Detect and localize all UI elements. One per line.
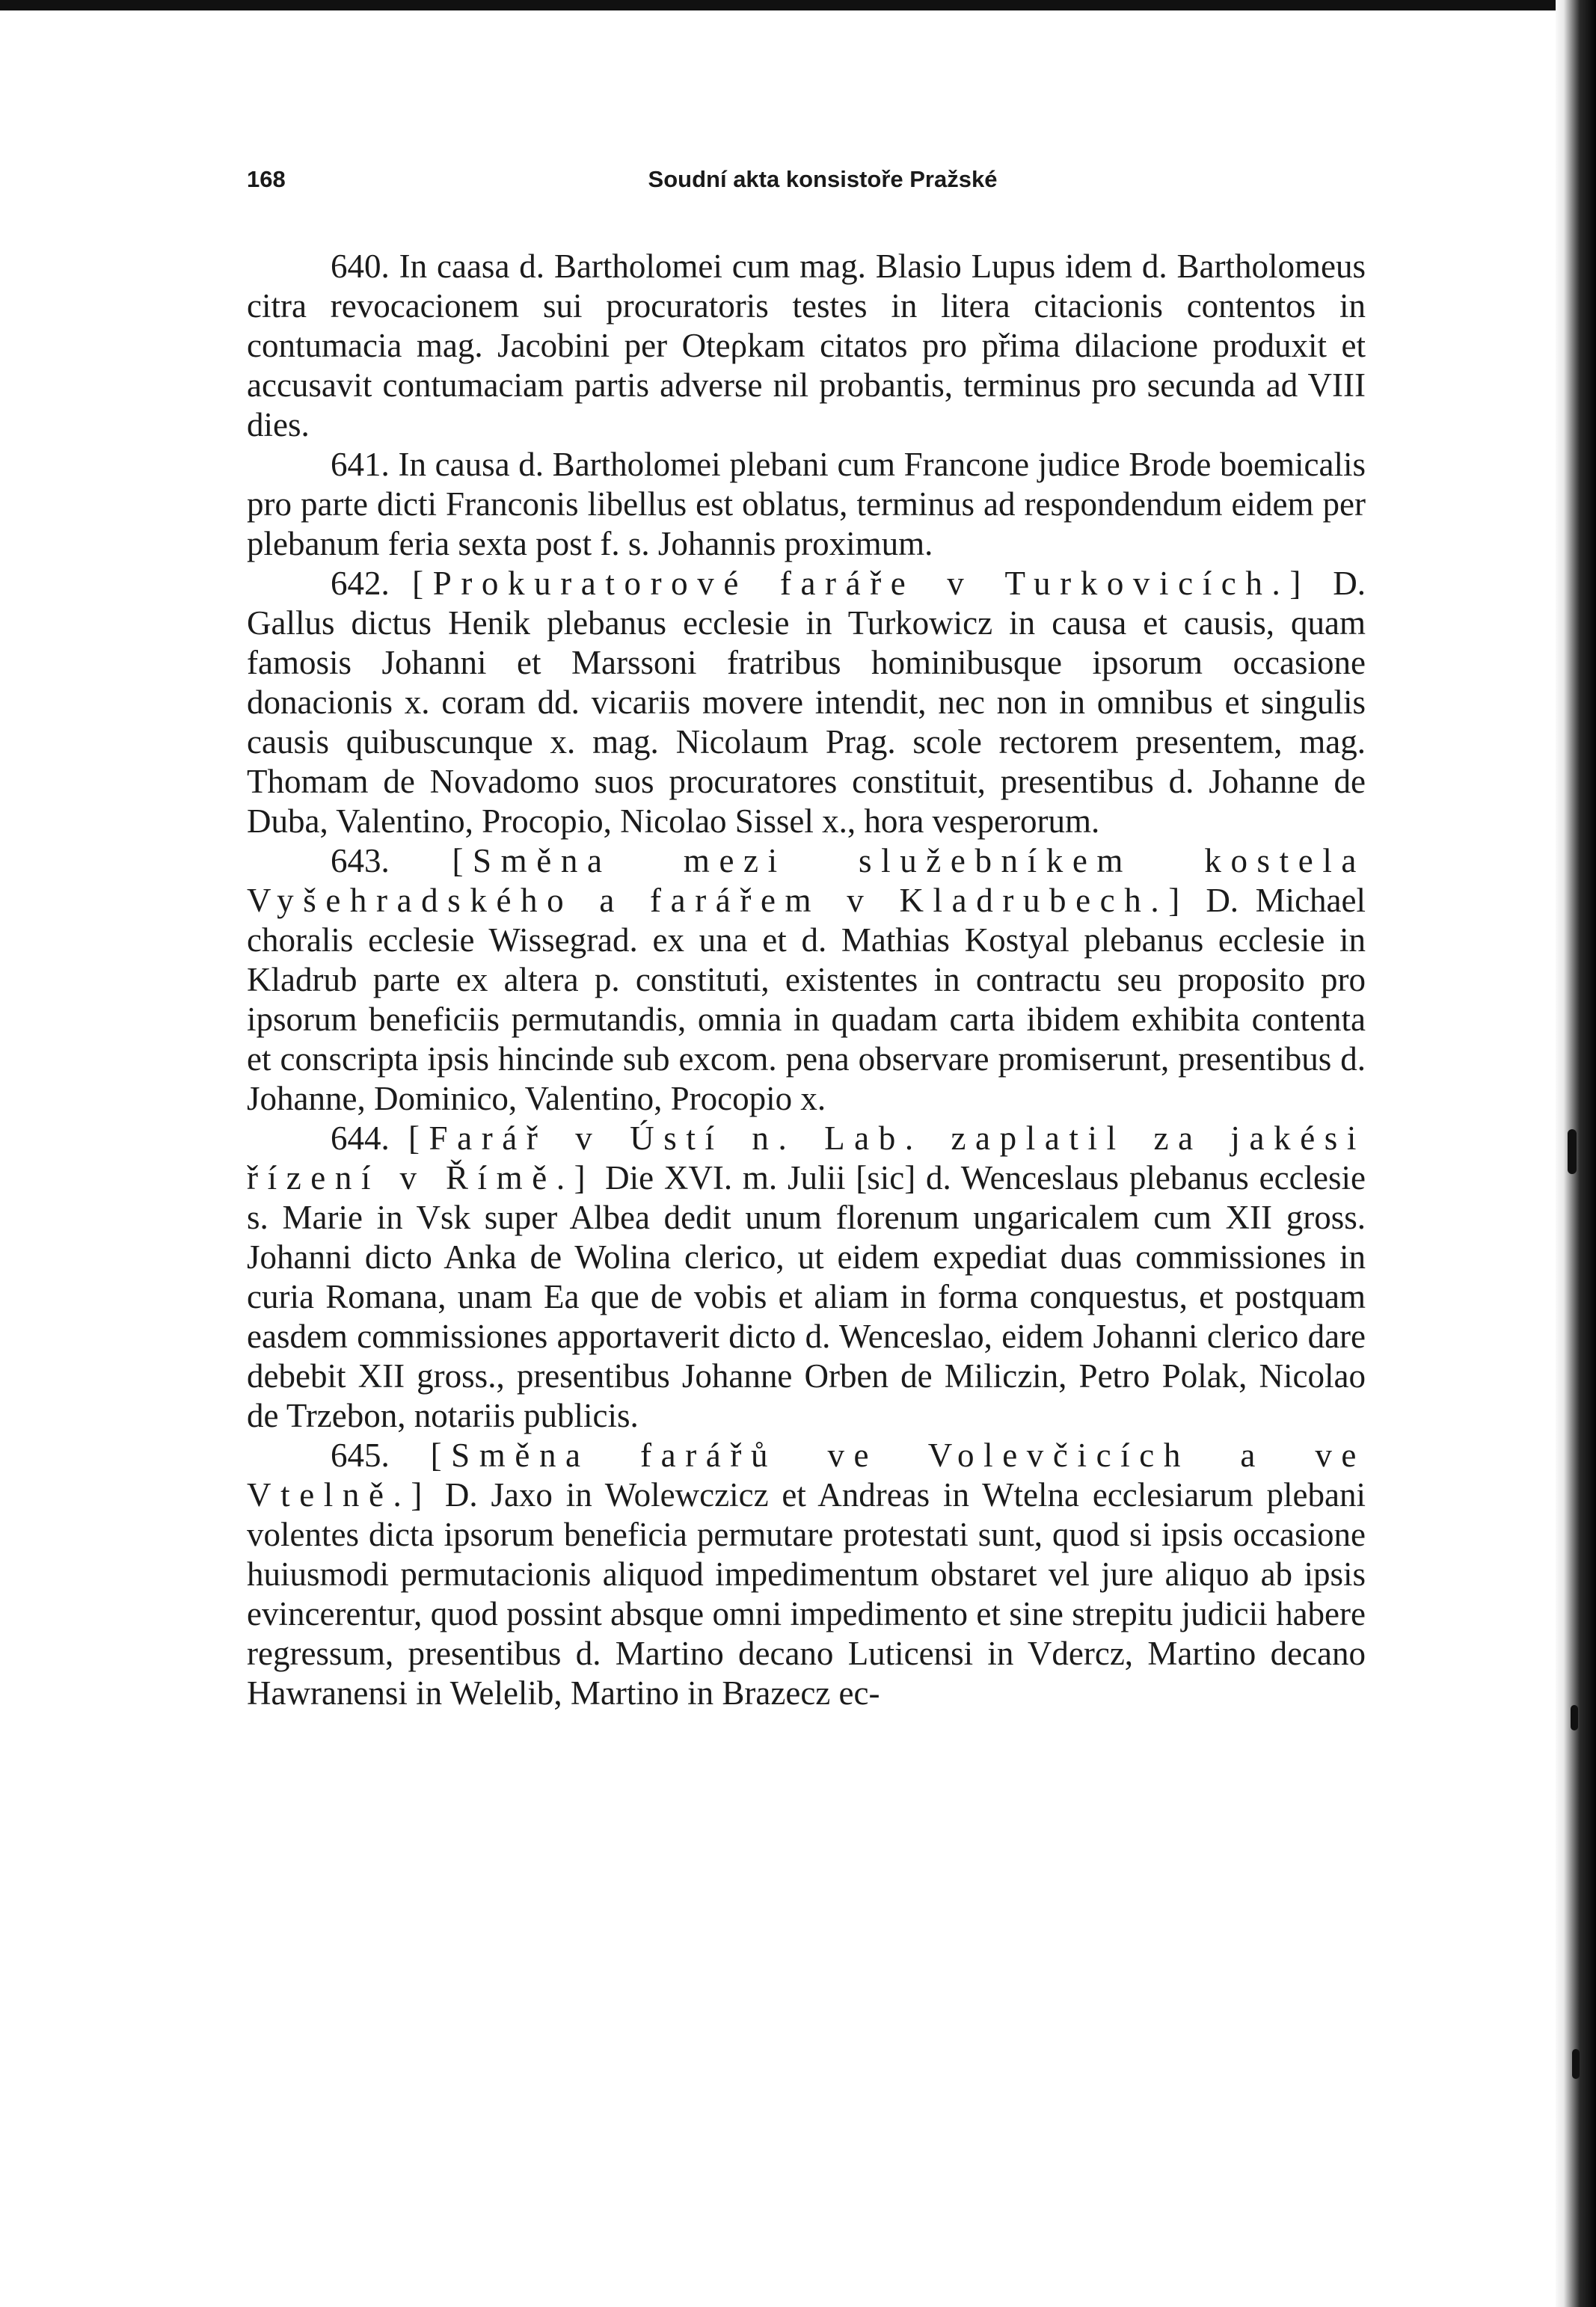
entry-number: 642. (331, 565, 390, 602)
entry-number: 640. (331, 248, 390, 285)
scan-mark (1571, 1705, 1578, 1730)
entry-text: D. Gallus dictus Henik plebanus ecclesie in Turkowicz in causa et causis, quam famosis Johanni et Marssoni fratribus hominibusque ipsorum occasione donacionis x. coram dd. vicariis movere intendit, nec non in omnibus et singulis causis quibuscunque x. mag. Nicolaum Prag. scole rectorem presentem, mag. Thomam de Novadomo suos procuratores constituit, presentibus d. Johanne de Duba, Valentino, Procopio, Nicolao Sissel x., hora vesperorum. (247, 565, 1366, 840)
page-number: 168 (247, 166, 286, 192)
entry-heading: [Směna mezi služebníkem kostela Vyšehradského a farářem v Kladrubech.] (247, 842, 1366, 919)
entry-641 (247, 445, 1366, 564)
entry-642 (247, 564, 1366, 841)
entry-644 (247, 1119, 1366, 1436)
entry-number: 645. (331, 1437, 390, 1474)
entry-number: 641. (331, 446, 390, 483)
entry-heading: [Směna farářů ve Volevčicích a ve Vtelně.] (247, 1437, 1366, 1514)
entry-number: 643. (331, 842, 390, 879)
entry-text: In caasa d. Bartholomei cum mag. Blasio Lupus idem d. Bartholomeus citra revocacionem sui procuratoris testes in litera citacionis contentos in contumacia mag. Jacobini per Oteρkam citatos pro přima dilacione produxit et accusavit contumaciam partis adverse nil probantis, terminus pro secunda ad VIII dies. (247, 248, 1366, 443)
scan-mark (1572, 2049, 1580, 2079)
entry-643 (247, 841, 1366, 1119)
entry-heading: [Farář v Ústí n. Lab. zaplatil za jakési řízení v Římě.] (247, 1119, 1366, 1196)
entry-text: D. Jaxo in Wolewczicz et Andreas in Wtelna ecclesiarum plebani volentes dicta ipsorum beneficia permutare protestati sunt, quod si ipsis occasione huiusmodi permutacionis aliquod impedimentum obstaret vel jure aliquo ab ipsis evincerentur, quod possint absque omni impedimento et sine strepitu judicii habere regressum, presentibus d. Martino decano Luticensi in Vdercz, Martino decano Hawranensi in Welelib, Martino in Brazecz ec- (247, 1476, 1366, 1712)
entry-text: In causa d. Bartholomei plebani cum Francone judice Brode boemicalis pro parte dicti Franconis libellus est oblatus, terminus ad respondendum eidem per plebanum feria sexta post f. s. Johannis proximum. (247, 446, 1366, 562)
running-head (247, 166, 1369, 203)
entry-text: Die XVI. m. Julii [sic] d. Wenceslaus plebanus ecclesie s. Marie in Vsk super Albea dedit unum florenum ungaricalem cum XII gross. Johanni dicto Anka de Wolina clerico, ut eidem expediat duas commissiones in curia Romana, unam Ea que de vobis et aliam in forma conquestus, et postquam easdem commissiones apportaverit dicto d. Wenceslao, eidem Johanni clerico dare debebit XII gross., presentibus Johanne Orben de Miliczin, Petro Polak, Nicolao de Trzebon, notariis publicis. (247, 1159, 1366, 1434)
entry-heading: [Prokuratorové faráře v Turkovicích.] (412, 565, 1310, 602)
scan-mark (1568, 1129, 1577, 1174)
entry-text: D. Michael choralis ecclesie Wissegrad. ex una et d. Mathias Kostyal plebanus ecclesie in Kladrub parte ex altera p. constituti, existentes in contractu seu proposito pro ipsorum beneficiis permutandis, omnia in quadam carta ibidem exhibita contenta et conscripta ipsis hincinde sub excom. pena observare promiserunt, presentibus d. Johanne, Dominico, Valentino, Procopio x. (247, 882, 1366, 1117)
entry-640 (247, 247, 1366, 445)
scan-top-edge (0, 0, 1596, 10)
running-title: Soudní akta konsistoře Pražské (648, 166, 998, 192)
entry-645 (247, 1436, 1366, 1713)
document-body (247, 247, 1366, 1713)
entry-number: 644. (331, 1119, 390, 1157)
